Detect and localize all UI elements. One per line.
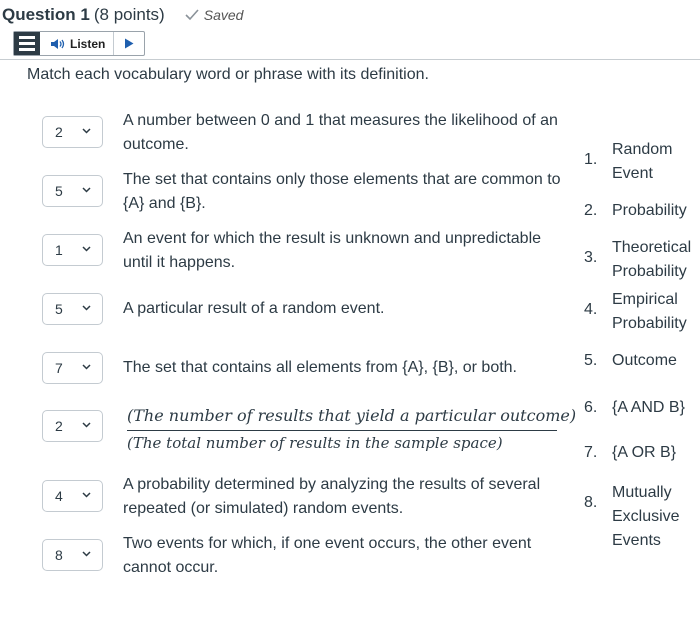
option-number: 7. — [584, 444, 598, 461]
definition-4: A particular result of a random event. — [123, 300, 385, 317]
question-title: Question 1 — [2, 5, 90, 24]
match-select-2[interactable] — [42, 175, 103, 207]
fraction-denominator: (The total number of results in the sample space) — [127, 434, 503, 452]
chevron-down-icon — [82, 305, 91, 311]
question-points: (8 points) — [93, 5, 165, 24]
select-value: 2 — [55, 124, 63, 140]
checkmark-icon — [185, 9, 199, 21]
definition-7: A probability determined by analyzing the results of several repeated (or simulated) random events. — [123, 476, 541, 517]
chevron-down-icon — [82, 128, 91, 134]
option-number: 5. — [584, 352, 598, 369]
listen-button[interactable] — [40, 32, 114, 55]
speaker-icon — [50, 38, 66, 50]
option-text: Probability — [612, 202, 687, 219]
definition-2: The set that contains only those elements that are common to {A} and {B}. — [123, 171, 561, 212]
match-select-1[interactable] — [42, 116, 103, 148]
option-number: 1. — [584, 151, 598, 168]
definition-6-fraction — [127, 404, 577, 452]
chevron-down-icon — [82, 187, 91, 193]
fraction-bar — [127, 430, 557, 431]
select-value: 5 — [55, 183, 63, 199]
play-icon — [124, 38, 134, 49]
option-number: 2. — [584, 202, 598, 219]
match-select-3[interactable] — [42, 234, 103, 266]
fraction-numerator: (The number of results that yield a particular outcome) — [127, 406, 577, 425]
definition-8: Two events for which, if one event occurs, the other event cannot occur. — [123, 535, 532, 576]
match-select-4[interactable] — [42, 293, 103, 325]
chevron-down-icon — [82, 364, 91, 370]
match-select-8[interactable] — [42, 539, 103, 571]
chevron-down-icon — [82, 422, 91, 428]
option-number: 3. — [584, 249, 598, 266]
question-header — [2, 4, 243, 26]
hamburger-icon — [19, 36, 35, 39]
option-text: Mutually Exclusive Events — [612, 484, 680, 549]
option-number: 4. — [584, 301, 598, 318]
chevron-down-icon — [82, 246, 91, 252]
option-text: Random Event — [612, 141, 673, 182]
select-value: 5 — [55, 301, 63, 317]
option-text: Theoretical Probability — [612, 239, 692, 280]
option-text: {A OR B} — [612, 444, 677, 461]
saved-label: Saved — [203, 7, 244, 23]
select-value: 1 — [55, 242, 63, 258]
option-text: Outcome — [612, 352, 677, 369]
play-button[interactable] — [114, 32, 144, 55]
match-select-6[interactable] — [42, 410, 103, 442]
definition-5: The set that contains all elements from {A}, {B}, or both. — [123, 359, 517, 376]
select-value: 4 — [55, 488, 63, 504]
read-aloud-toolbar — [13, 31, 145, 56]
chevron-down-icon — [82, 551, 91, 557]
definition-1: A number between 0 and 1 that measures the likelihood of an outcome. — [123, 112, 558, 153]
select-value: 2 — [55, 418, 63, 434]
saved-status — [185, 7, 244, 23]
option-number: 8. — [584, 494, 598, 511]
select-value: 8 — [55, 547, 63, 563]
match-select-5[interactable] — [42, 352, 103, 384]
select-value: 7 — [55, 360, 63, 376]
match-select-7[interactable] — [42, 480, 103, 512]
listen-label: Listen — [70, 36, 106, 51]
chevron-down-icon — [82, 492, 91, 498]
menu-button[interactable] — [14, 32, 40, 55]
definition-3: An event for which the result is unknown and unpredictable until it happens. — [123, 230, 542, 271]
option-text: Empirical Probability — [612, 291, 687, 332]
option-text: {A AND B} — [612, 399, 685, 416]
option-number: 6. — [584, 399, 598, 416]
question-instructions: Match each vocabulary word or phrase with its definition. — [27, 66, 429, 83]
header-divider — [0, 59, 700, 60]
